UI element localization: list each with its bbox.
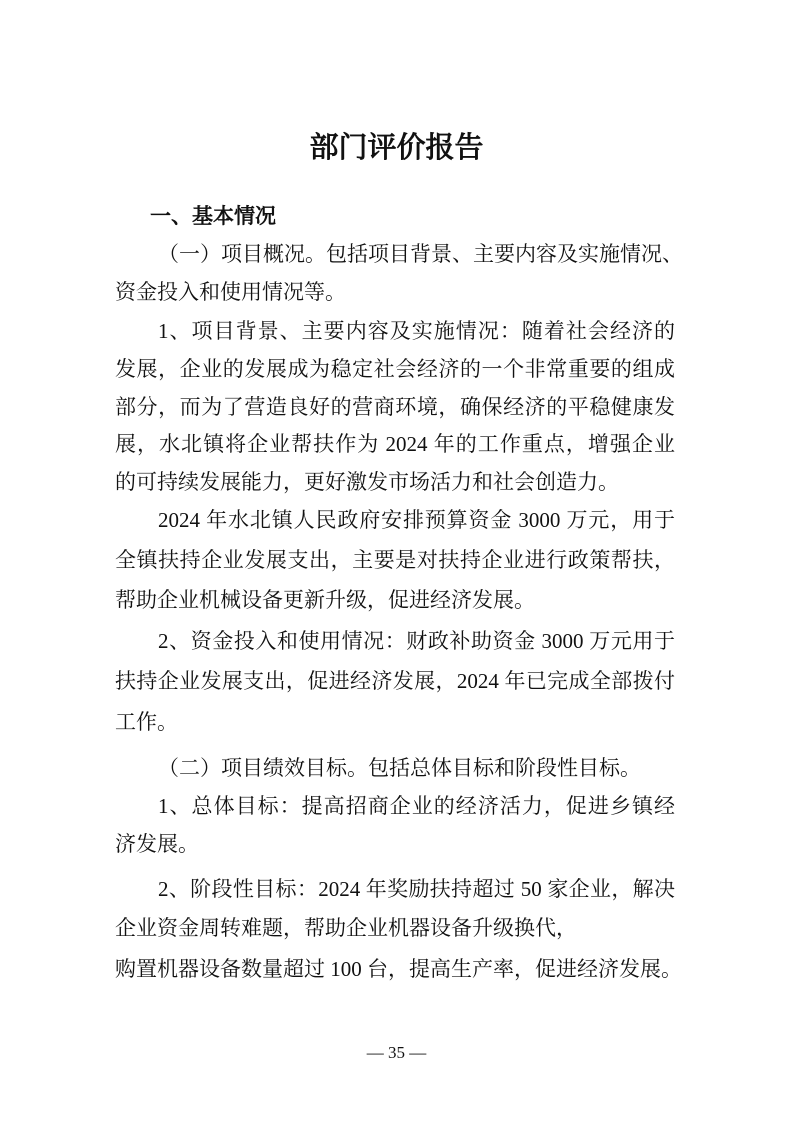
paragraph-line: 2024 年水北镇人民政府安排预算资金 3000 万元，用于 bbox=[158, 508, 675, 532]
paragraph-line: 购置机器设备数量超过 100 台，提高生产率，促进经济发展。 bbox=[115, 957, 682, 981]
paragraph-line: 资金投入和使用情况等。 bbox=[115, 280, 346, 304]
paragraph-line: （二）项目绩效目标。包括总体目标和阶段性目标。 bbox=[158, 756, 641, 780]
paragraph-line: 1、项目背景、主要内容及实施情况：随着社会经济的 bbox=[158, 319, 675, 343]
paragraph-line: 帮助企业机械设备更新升级，促进经济发展。 bbox=[115, 588, 535, 612]
paragraph-line: 展，水北镇将企业帮扶作为 2024 年的工作重点，增强企业 bbox=[115, 432, 675, 456]
page-number: — 35 — bbox=[366, 1043, 427, 1062]
paragraph-line: 扶持企业发展支出，促进经济发展，2024 年已完成全部拨付 bbox=[115, 669, 675, 693]
paragraph-line: 2、阶段性目标：2024 年奖励扶持超过 50 家企业，解决 bbox=[158, 877, 675, 901]
paragraph-line: 2、资金投入和使用情况：财政补助资金 3000 万元用于 bbox=[158, 629, 675, 653]
paragraph-line: 全镇扶持企业发展支出，主要是对扶持企业进行政策帮扶， bbox=[115, 548, 675, 572]
paragraph-line: 的可持续发展能力，更好激发市场活力和社会创造力。 bbox=[115, 470, 619, 494]
paragraph-line: 企业资金周转难题，帮助企业机器设备升级换代， bbox=[115, 916, 577, 940]
paragraph-line: 工作。 bbox=[115, 710, 178, 734]
section-heading-basic-info: 一、基本情况 bbox=[150, 204, 276, 228]
paragraph-line: 部分，而为了营造良好的营商环境，确保经济的平稳健康发 bbox=[115, 395, 675, 419]
paragraph-line: 发展，企业的发展成为稳定社会经济的一个非常重要的组成 bbox=[115, 357, 675, 381]
page-title: 部门评价报告 bbox=[309, 132, 484, 164]
paragraph-line: 济发展。 bbox=[115, 832, 199, 856]
paragraph-line: 1、总体目标：提高招商企业的经济活力，促进乡镇经 bbox=[158, 794, 675, 818]
paragraph-line: （一）项目概况。包括项目背景、主要内容及实施情况、 bbox=[158, 242, 683, 266]
